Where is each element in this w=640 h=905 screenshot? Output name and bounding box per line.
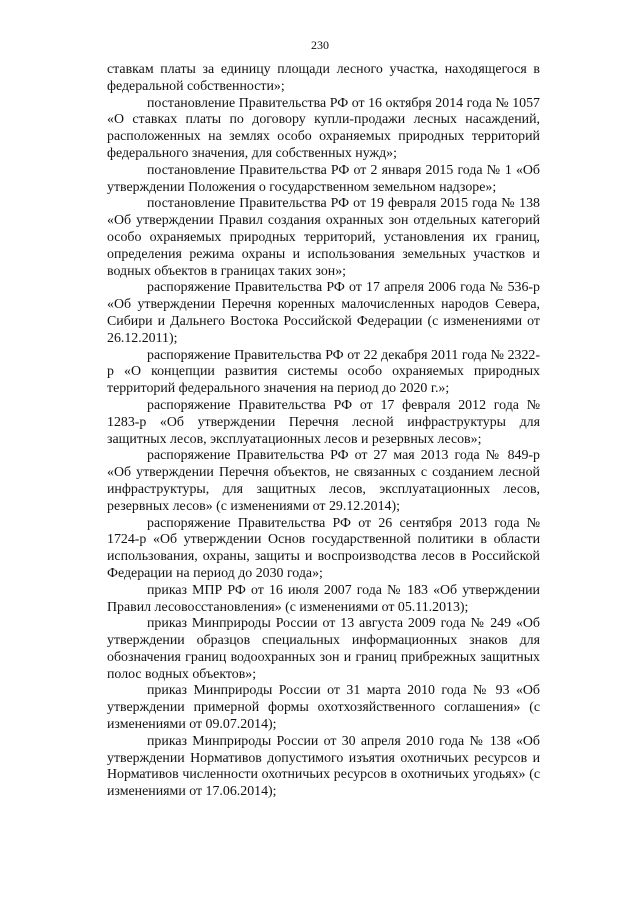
document-body bbox=[107, 62, 540, 801]
paragraph: приказ Минприроды России от 13 августа 2009 года № 249 «Об утверждении образцов специальных информационных знаков для обозначения границ водоохранных зон и границ прибрежных защитных полос водных объектов»; bbox=[107, 616, 540, 682]
paragraph: постановление Правительства РФ от 2 января 2015 года № 1 «Об утверждении Положения о государственном земельном надзоре»; bbox=[107, 162, 540, 195]
paragraph: постановление Правительства РФ от 19 февраля 2015 года № 138 «Об утверждении Правил создания охранных зон отдельных категорий особо охраняемых природных территорий, установления их границ, определения режима охраны и использования земельных участков и водных объектов в границах таких зон»; bbox=[107, 196, 540, 279]
paragraph: приказ Минприроды России от 31 марта 2010 года № 93 «Об утверждении примерной формы охотхозяйственного соглашения» (с изменениями от 09.07.2014); bbox=[107, 683, 540, 733]
paragraph: распоряжение Правительства РФ от 27 мая 2013 года № 849-р «Об утверждении Перечня объектов, не связанных с созданием лесной инфраструктуры, для защитных лесов, эксплуатационных лесов, резервных лесов» (с изменениями от 29.12.2014); bbox=[107, 448, 540, 514]
page-number: 230 bbox=[311, 38, 329, 52]
paragraph: распоряжение Правительства РФ от 26 сентября 2013 года № 1724-р «Об утверждении Основ государственной политики в области использования, охраны, защиты и воспроизводства лесов в Российской Федерации на период до 2030 года»; bbox=[107, 515, 540, 581]
paragraph: постановление Правительства РФ от 16 октября 2014 года № 1057 «О ставках платы по договору купли-продажи лесных насаждений, расположенных на землях особо охраняемых природных территорий федерального значения, для собственных нужд»; bbox=[107, 95, 540, 161]
paragraph: распоряжение Правительства РФ от 22 декабря 2011 года № 2322-р «О концепции развития системы особо охраняемых природных территорий федерального значения на период до 2020 г.»; bbox=[107, 347, 540, 397]
paragraph: распоряжение Правительства РФ от 17 апреля 2006 года № 536-р «Об утверждении Перечня коренных малочисленных народов Севера, Сибири и Дальнего Востока Российской Федерации (с изменениями от 26.12.2011); bbox=[107, 280, 540, 346]
paragraph: приказ Минприроды России от 30 апреля 2010 года № 138 «Об утверждении Нормативов допустимого изъятия охотничьих ресурсов и Нормативов численности охотничьих ресурсов в охотничьих угодьях» (с изменениями от 17.06.2014); bbox=[107, 733, 540, 800]
paragraph: распоряжение Правительства РФ от 17 февраля 2012 года № 1283-р «Об утверждении Перечня лесной инфраструктуры для защитных лесов, эксплуатационных лесов и резервных лесов»; bbox=[107, 397, 540, 447]
paragraph: приказ МПР РФ от 16 июля 2007 года № 183 «Об утверждении Правил лесовосстановления» (с изменениями от 05.11.2013); bbox=[107, 582, 540, 615]
paragraph-continuation: ставкам платы за единицу площади лесного участка, находящегося в федеральной собственности»; bbox=[107, 62, 540, 94]
